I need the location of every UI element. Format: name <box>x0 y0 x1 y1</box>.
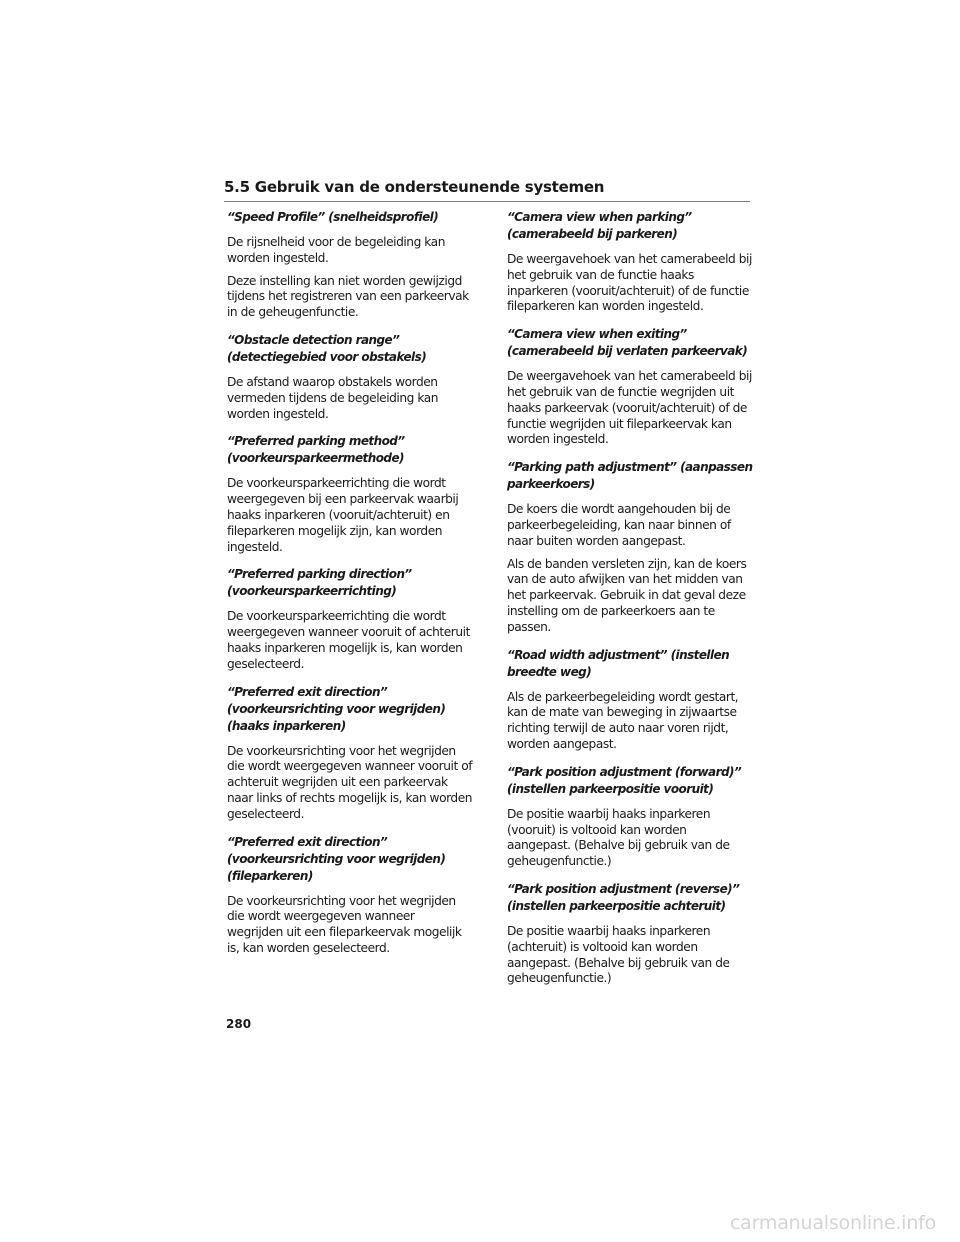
right-column <box>507 209 753 998</box>
setting-heading: “Preferred parking method” (voorkeursparkeermethode) <box>227 434 405 466</box>
setting-section <box>227 834 473 957</box>
setting-description: De rijsnelheid voor de begeleiding kan worden ingesteld. <box>227 235 445 265</box>
left-column <box>227 209 473 968</box>
page-number: 280 <box>226 1017 252 1031</box>
watermark: carmanualsonline.info <box>729 1212 936 1234</box>
section-header <box>224 178 750 202</box>
setting-heading: “Parking path adjustment” (aanpassen parkeerkoers) <box>507 460 753 492</box>
setting-section <box>227 433 473 555</box>
setting-section <box>507 647 753 753</box>
setting-section <box>507 459 753 635</box>
setting-heading: “Camera view when exiting” (camerabeeld bij verlaten parkeervak) <box>507 327 748 359</box>
setting-section <box>507 326 753 448</box>
setting-description: Deze instelling kan niet worden gewijzigd tijdens het registreren van een parkeervak in de geheugenfunctie. <box>227 273 469 320</box>
setting-heading: “Park position adjustment (forward)” (instellen parkeerpositie vooruit) <box>507 764 742 796</box>
setting-description: De voorkeursrichting voor het wegrijden die wordt weergegeven wanneer wegrijden uit een fileparkeervak mogelijk is, kan worden geselecteerd. <box>227 893 462 955</box>
setting-heading: “Park position adjustment (reverse)” (instellen parkeerpositie achteruit) <box>507 881 740 913</box>
setting-heading: “Camera view when parking” (camerabeeld bij parkeren) <box>507 210 692 241</box>
setting-description: De koers die wordt aangehouden bij de parkeerbegeleiding, kan naar binnen of naar buiten worden aangepast. <box>507 502 731 548</box>
section-title: 5.5 Gebruik van de ondersteunende systemen <box>224 178 605 196</box>
setting-description: Als de parkeerbegeleiding wordt gestart, kan de mate van beweging in zijwaartse richting terwijl de auto naar voren rijdt, worden aangepast. <box>507 689 739 751</box>
setting-section <box>227 566 473 672</box>
setting-description: Als de banden versleten zijn, kan de koers van de auto afwijken van het midden van het parkeervak. Gebruik in dat geval deze instelling om de parkeerkoers aan te passen. <box>507 556 747 634</box>
setting-description: De weergavehoek van het camerabeeld bij het gebruik van de functie wegrijden uit haaks parkeervak (vooruit/achteruit) of de functie wegrijden uit fileparkeervak kan worden ingesteld. <box>507 369 752 447</box>
setting-description: De positie waarbij haaks inparkeren (achteruit) is voltooid kan worden aangepast. (Behalve bij gebruik van de geheugenfunctie.) <box>507 923 730 986</box>
setting-heading: “Speed Profile” (snelheidsprofiel) <box>227 210 439 224</box>
setting-heading: “Obstacle detection range” (detectiegebied voor obstakels) <box>227 332 427 364</box>
setting-description: De voorkeursparkeerrichting die wordt weergegeven bij een parkeervak waarbij haaks inparkeren (vooruit/achteruit) en fileparkeren mogelijk zijn, kan worden ingesteld. <box>227 476 459 554</box>
setting-heading: “Preferred exit direction” (voorkeursrichting voor wegrijden) (haaks inparkeren) <box>227 684 446 733</box>
setting-heading: “Preferred parking direction” (voorkeursparkeerrichting) <box>227 567 412 599</box>
setting-heading: “Preferred exit direction” (voorkeursrichting voor wegrijden) (fileparkeren) <box>227 834 446 883</box>
setting-section <box>227 332 473 422</box>
setting-description: De positie waarbij haaks inparkeren (vooruit) is voltooid kan worden aangepast. (Behalve bij gebruik van de geheugenfunctie.) <box>507 806 730 869</box>
setting-description: De voorkeursparkeerrichting die wordt weergegeven wanneer vooruit of achteruit haaks inparkeren mogelijk is, kan worden geselecteerd. <box>227 609 470 671</box>
setting-section <box>227 684 473 823</box>
setting-heading: “Road width adjustment” (instellen breedte weg) <box>507 647 730 679</box>
setting-section <box>507 881 753 987</box>
setting-description: De afstand waarop obstakels worden vermeden tijdens de begeleiding kan worden ingesteld. <box>227 374 439 421</box>
setting-description: De voorkeursrichting voor het wegrijden die wordt weergegeven wanneer vooruit of achteruit wegrijden uit een parkeervak naar links of rechts mogelijk is, kan worden geselecteerd. <box>227 743 473 821</box>
setting-section <box>507 209 753 315</box>
setting-section <box>507 764 753 870</box>
setting-description: De weergavehoek van het camerabeeld bij het gebruik van de functie haaks inparkeren (vooruit/achteruit) of de functie fileparkeren kan worden ingesteld. <box>507 252 752 314</box>
setting-section <box>227 209 473 321</box>
